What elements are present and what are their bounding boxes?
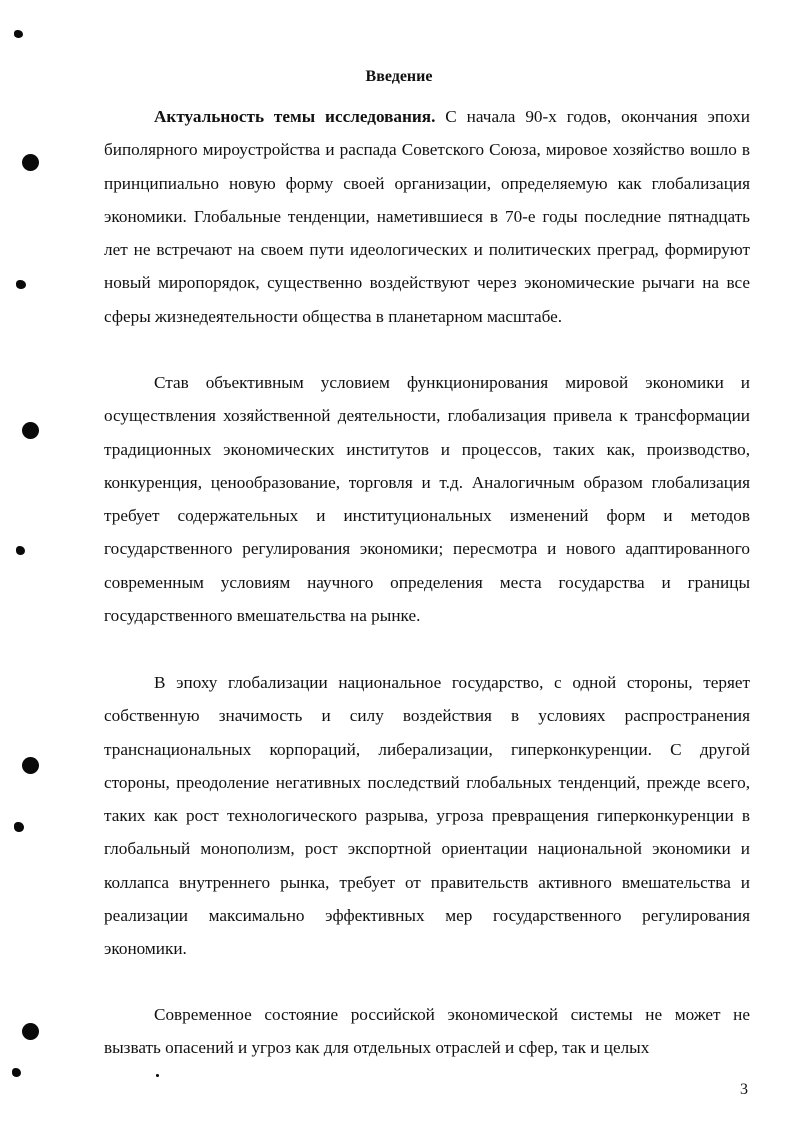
- binding-hole: [22, 422, 39, 439]
- paragraph-text: В эпоху глобализации национальное государство, с одной стороны, теряет собственную значимость и силу воздействия в условиях распространения транснациональных корпораций, либерализации, гиперконкуренции. С другой стороны, преодоление негативных последствий глобальных тенденций, прежде всего, таких как рост технологического разрыва, угроза превращения гиперконкуренции в глобальный монополизм, рост экспортной ориентации национальной экономики и коллапса внутреннего рынка, требует от правительств активного вмешательства и реализации максимально эффективных мер государственного регулирования экономики.: [104, 673, 750, 959]
- binding-hole: [22, 154, 39, 171]
- scan-speck: [14, 30, 23, 38]
- paragraph-national-state: [104, 666, 750, 966]
- scan-speck: [12, 1068, 21, 1077]
- paragraph-relevance: [104, 100, 750, 333]
- paragraph-lead: Актуальность темы исследования.: [154, 107, 436, 126]
- scan-speck: [16, 546, 25, 555]
- scan-speck: [156, 1074, 159, 1077]
- binding-hole: [22, 1023, 39, 1040]
- scan-speck: [16, 280, 26, 289]
- paragraph-globalization-conditions: [104, 366, 750, 632]
- page-title: Введение: [365, 68, 433, 85]
- paragraph-text: Современное состояние российской экономической системы не может не вызвать опасений и угроз как для отдельных отраслей и сфер, так и целых: [104, 1005, 750, 1058]
- page-number: 3: [740, 1081, 748, 1098]
- binding-hole: [22, 757, 39, 774]
- scan-speck: [14, 822, 24, 832]
- paragraph-russian-economy: [104, 998, 750, 1065]
- paragraph-text: С начала 90-х годов, окончания эпохи биполярного мироустройства и распада Советского Союза, мировое хозяйство вошло в принципиально новую форму своей организации, определяемую как глобализация экономики. Глобальные тенденции, наметившиеся в 70-е годы последние пятнадцать лет не встречают на своем пути идеологических и политических преград, формируют новый миропорядок, существенно воздействуют через экономические рычаги на все сферы жизнедеятельности общества в планетарном масштабе.: [104, 107, 750, 326]
- paragraph-text: Став объективным условием функционирования мировой экономики и осуществления хозяйственной деятельности, глобализация привела к трансформации традиционных экономических институтов и процессов, таких как, производство, конкуренция, ценообразование, торговля и т.д. Аналогичным образом глобализация требует содержательных и институциональных изменений форм и методов государственного регулирования экономики; пересмотра и нового адаптированного современным условиям научного определения места государства и границы государственного вмешательства на рынке.: [104, 373, 750, 626]
